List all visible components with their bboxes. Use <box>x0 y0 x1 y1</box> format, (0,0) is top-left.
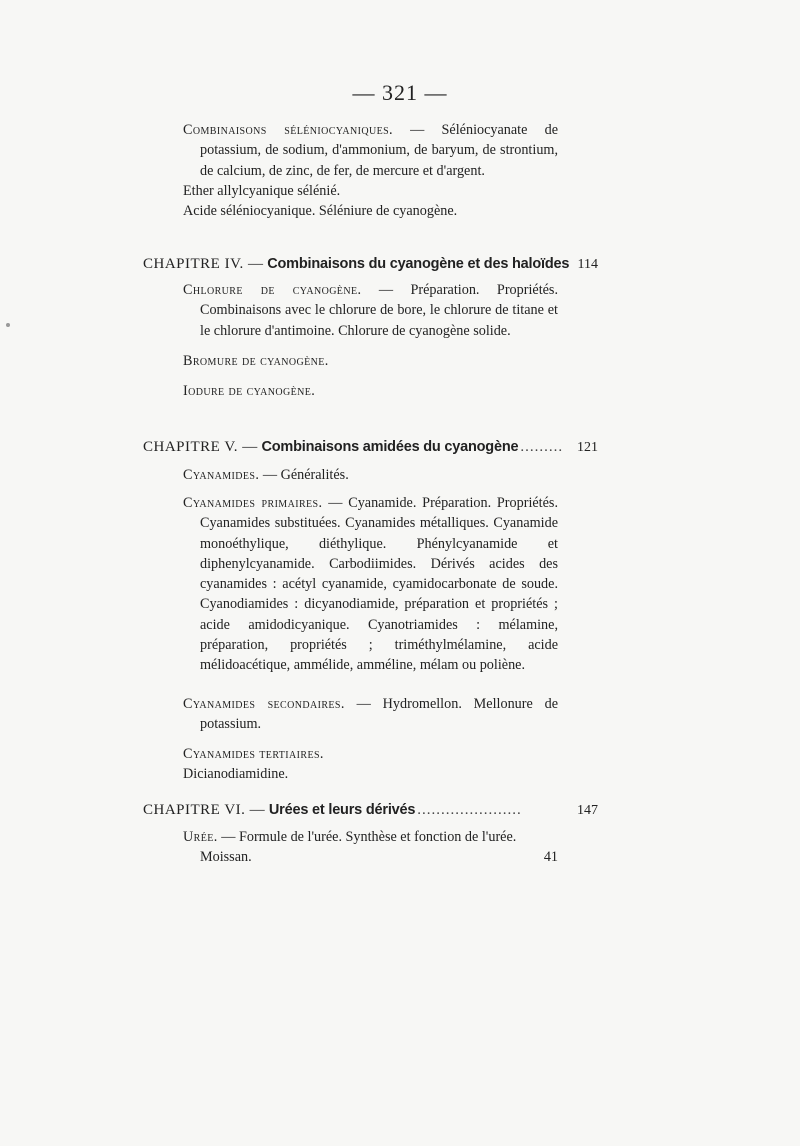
paragraph-uree <box>183 827 558 847</box>
line-bromure: Bromure de cyanogène. <box>183 352 329 369</box>
chapter-label: CHAPITRE IV. — <box>143 256 264 272</box>
leader-dots: ......... <box>520 439 564 455</box>
footer-row <box>183 847 558 867</box>
chapter-page: 121 <box>577 440 598 455</box>
section-heading: Combinaisons séléniocyaniques. <box>183 122 393 138</box>
section-cyanamides <box>183 465 558 485</box>
page-number: — 321 — <box>352 80 448 105</box>
section-text: — Cyanamide. Préparation. Propriétés. Cyanamides substituées. Cyanamides métalliques. Cyanamide monoéthylique, diéthylique. Phénylcyanamide et diphenylcyanamide. Carbodiimides. Dérivés acides des cyanamides : acétyl cyanamide, cyamidocarbonate de soude. Cyanodiamides : dicyanodiamide, préparation et propriétés ; acide amidodicyanique. Cyanotriamides : mélamine, préparation, propriétés ; triméthylmélamine, acide mélidoacétique, ammélide, amméline, mélam ou poliène. <box>200 495 558 674</box>
chapter-title: Combinaisons amidées du cyanogène <box>261 439 519 455</box>
chapter-page: 114 <box>577 257 598 272</box>
chapter-title: Urées et leurs dérivés <box>268 802 416 818</box>
paragraph-cyanamides-secondaires <box>183 694 558 735</box>
chapter-page: 147 <box>577 803 598 818</box>
section-selenio-cyaniques <box>183 120 558 221</box>
chapter-iv-entry[interactable] <box>143 254 598 275</box>
line-acide: Acide séléniocyanique. Séléniure de cyanogène. <box>183 203 458 220</box>
leader-dots: ...................... <box>417 802 522 818</box>
line-ether: Ether allylcyanique sélénié. <box>183 182 341 199</box>
paragraph-selenio-cyanates <box>183 120 558 181</box>
section-text: — Préparation. Propriétés. Combinaisons avec le chlorure de bore, le chlorure de titane et le chlorure d'antimoine. Chlorure de cyanogène solide. <box>200 282 558 339</box>
chapter-label: CHAPITRE V. — <box>143 439 258 455</box>
section-cyanamides-secondaires <box>183 694 558 735</box>
line-cyanamides-tertiaires: Cyanamides tertiaires. <box>183 746 324 762</box>
section-uree <box>183 827 558 868</box>
chapter-vi-entry[interactable] <box>143 800 598 821</box>
paper-speck <box>6 323 10 327</box>
paragraph-chlorure <box>183 280 558 341</box>
section-text: — Généralités. <box>259 467 349 483</box>
signature-mark: 41 <box>543 849 558 866</box>
chapter-title: Combinaisons du cyanogène et des haloïdes <box>267 256 570 272</box>
section-heading: Cyanamides. <box>183 467 260 483</box>
author-name: Moissan. <box>200 849 252 866</box>
section-heading: Cyanamides primaires. <box>183 495 323 511</box>
line-dicianodiamidine: Dicianodiamidine. <box>183 766 289 783</box>
section-text: — Hydromellon. Mellonure de potassium. <box>200 696 558 733</box>
section-chlorure <box>183 280 558 401</box>
section-heading: Chlorure de cyanogène. <box>183 282 362 298</box>
chapter-label: CHAPITRE VI. — <box>143 802 266 818</box>
paragraph-cyanamides <box>183 465 558 485</box>
line-iodure: Iodure de cyanogène. <box>183 383 316 400</box>
section-cyanamides-primaires <box>183 493 558 676</box>
section-cyanamides-tertiaires <box>183 744 558 785</box>
section-heading: Urée. <box>183 829 218 845</box>
section-text: — Séléniocyanate de potassium, de sodium, d'ammonium, de baryum, de strontium, de calcium, de zinc, de fer, de mercure et d'argent. <box>200 122 558 179</box>
chapter-v-entry[interactable] <box>143 437 598 458</box>
section-heading: Cyanamides secondaires. <box>183 696 345 712</box>
paragraph-cyanamides-primaires <box>183 493 558 676</box>
section-text: — Formule de l'urée. Synthèse et fonction de l'urée. <box>217 829 517 845</box>
